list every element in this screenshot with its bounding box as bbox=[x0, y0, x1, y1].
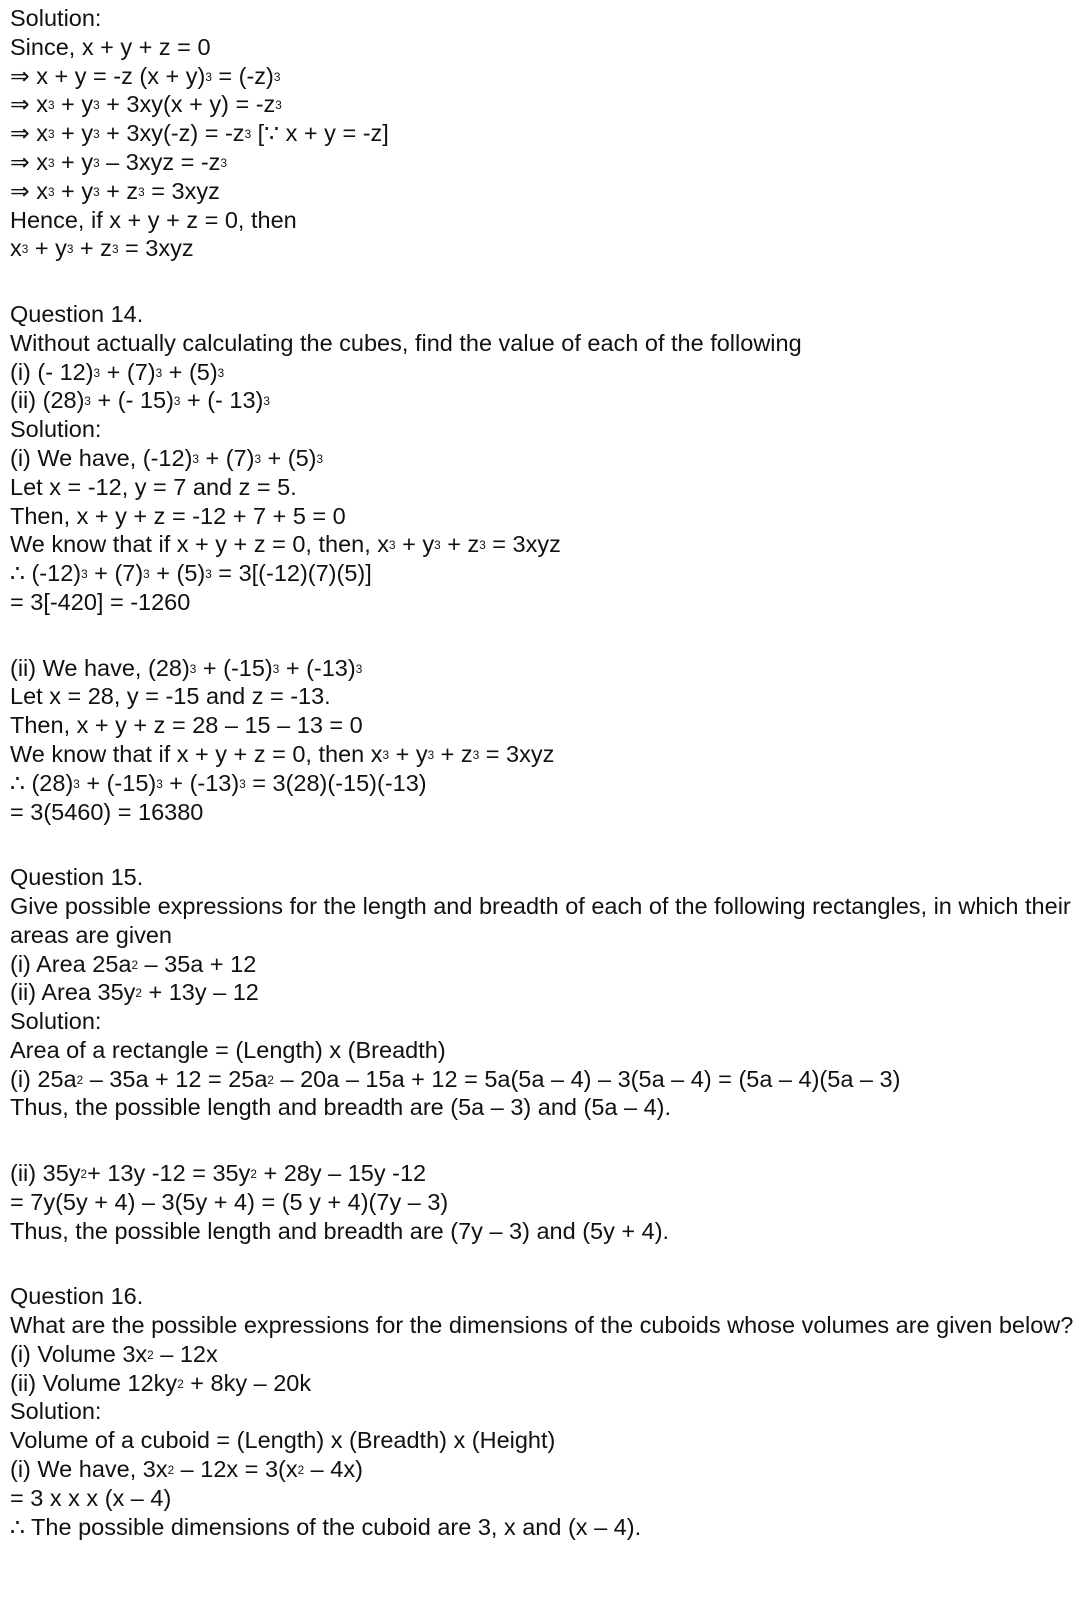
text-line: Thus, the possible length and breadth are (7y – 3) and (5y + 4). bbox=[10, 1217, 670, 1244]
text-line: Since, x + y + z = 0 bbox=[10, 33, 211, 60]
question-heading: Question 14. bbox=[10, 300, 144, 327]
text-line: Let x = 28, y = -15 and z = -13. bbox=[10, 683, 331, 710]
section-q14b bbox=[10, 654, 1086, 827]
solution-label: Solution: bbox=[10, 416, 102, 443]
question-heading: Question 15. bbox=[10, 864, 144, 891]
solution-label: Solution: bbox=[10, 5, 102, 31]
text-line: (i) Area $25a^2 - 35a + 12$ bbox=[10, 950, 257, 977]
text-line: = 3 x x x (x – 4) bbox=[10, 1484, 172, 1511]
text-line: (i) Volume $3x^2 - 12x$ bbox=[10, 1340, 218, 1367]
text-line: Thus, the possible length and breadth are (5a – 3) and (5a – 4). bbox=[10, 1094, 672, 1121]
section-q15b bbox=[10, 1159, 1086, 1245]
text-line: Give possible expressions for the length and breadth of each of the following rectangles, in which their areas are given bbox=[10, 892, 1071, 948]
text-line: Volume of a cuboid = (Length) x (Breadth) x (Height) bbox=[10, 1427, 556, 1454]
paragraph-gap bbox=[10, 1122, 1086, 1159]
section-sol13 bbox=[10, 4, 1086, 263]
section-q14 bbox=[10, 300, 1086, 617]
section-q15 bbox=[10, 863, 1086, 1122]
text-line: Let x = -12, y = 7 and z = 5. bbox=[10, 473, 297, 500]
text-line: (ii) $(28)^3$ + (- 15)$^3$ + (- 13)$^3$ bbox=[10, 387, 270, 414]
text-line: We know that if x + y + z = 0, then, $x^3 + y^3 + z^3 = 3xyz$ bbox=[10, 531, 561, 558]
solution-label: Solution: bbox=[10, 1398, 102, 1425]
text-line: What are the possible expressions for the dimensions of the cuboids whose volumes are given below? bbox=[10, 1312, 1074, 1339]
text-line: = 3(5460) = 16380 bbox=[10, 798, 204, 825]
section-q16 bbox=[10, 1282, 1086, 1541]
text-line: = 3[-420] = -1260 bbox=[10, 588, 191, 615]
text-line: = 7y(5y + 4) – 3(5y + 4) = (5 y + 4)(7y – 3) bbox=[10, 1188, 449, 1215]
text-line: (i) We have, $(-12)^3 + (7)^3 + (5)^3$ bbox=[10, 444, 324, 471]
text-line: ∴ The possible dimensions of the cuboid are 3, x and (x – 4). bbox=[10, 1513, 642, 1540]
text-line: Then, x + y + z = -12 + 7 + 5 = 0 bbox=[10, 502, 346, 529]
text-line: ⇒ $x^3 + y^3 + z^3 = 3xyz$ bbox=[10, 177, 220, 204]
text-line: ⇒ x + y = -z $(x + y)^3 = (-z)^3$ bbox=[10, 62, 281, 89]
text-line: ∴ $(-12)^3 + (7)^3 + (5)^3 = 3[(-12)(7)(5)]$ bbox=[10, 560, 372, 587]
text-line: ⇒ $x^3 + y^3 + 3xy(x + y) = -z^3$ bbox=[10, 91, 282, 118]
paragraph-gap bbox=[10, 1245, 1086, 1282]
text-line: (ii) Volume $12ky^2 + 8ky - 20k$ bbox=[10, 1369, 312, 1396]
text-line: ∴ $(28)^3 + (-15)^3 + (-13)^3 = 3(28)(-15)(-13)$ bbox=[10, 769, 427, 796]
document-page bbox=[0, 4, 1086, 1541]
text-line: We know that if x + y + z = 0, then $x^3 + y^3 + z^3 = 3xyz$ bbox=[10, 740, 555, 767]
text-line: (i) (- $12)^3 + (7)^3 + (5)^3$ bbox=[10, 358, 225, 385]
text-line: (i) We have, $3x^2 - 12x = 3(x^2 - 4x)$ bbox=[10, 1456, 363, 1483]
text-line: (i) $25a^2 - 35a + 12 = 25a^2 - 20a - 15a + 12 = 5a(5a - 4) - 3(5a - 4) = (5a - 4)(5a - 3)$ bbox=[10, 1065, 901, 1092]
text-line: Hence, if x + y + z = 0, then bbox=[10, 206, 297, 233]
text-line: Then, x + y + z = 28 – 15 – 13 = 0 bbox=[10, 712, 363, 739]
paragraph-gap bbox=[10, 617, 1086, 654]
text-line: Without actually calculating the cubes, find the value of each of the following bbox=[10, 329, 802, 356]
paragraph-gap bbox=[10, 263, 1086, 300]
question-heading: Question 16. bbox=[10, 1283, 144, 1310]
paragraph-gap bbox=[10, 826, 1086, 863]
text-line: Area of a rectangle = (Length) x (Breadth) bbox=[10, 1036, 446, 1063]
text-line: ⇒ $x^3 + y^3 + 3xy(-z) = -z^3$ [∵ x + y = -z] bbox=[10, 120, 389, 147]
text-line: ⇒ $x^3 + y^3 - 3xyz = -z^3$ bbox=[10, 148, 227, 175]
text-line: (ii) We have, $(28)^3 + (-15)^3 + (-13)^3$ bbox=[10, 654, 363, 681]
text-line: (ii) $35y^2+ 13y$ $-12 = 35y^2 + 28y - 15y$ -12 bbox=[10, 1160, 427, 1187]
text-line: $x^3 + y^3 + z^3 = 3xyz$ bbox=[10, 235, 194, 262]
text-line: (ii) Area $35y^2 + 13y - 12$ bbox=[10, 979, 259, 1006]
solution-label: Solution: bbox=[10, 1008, 102, 1035]
